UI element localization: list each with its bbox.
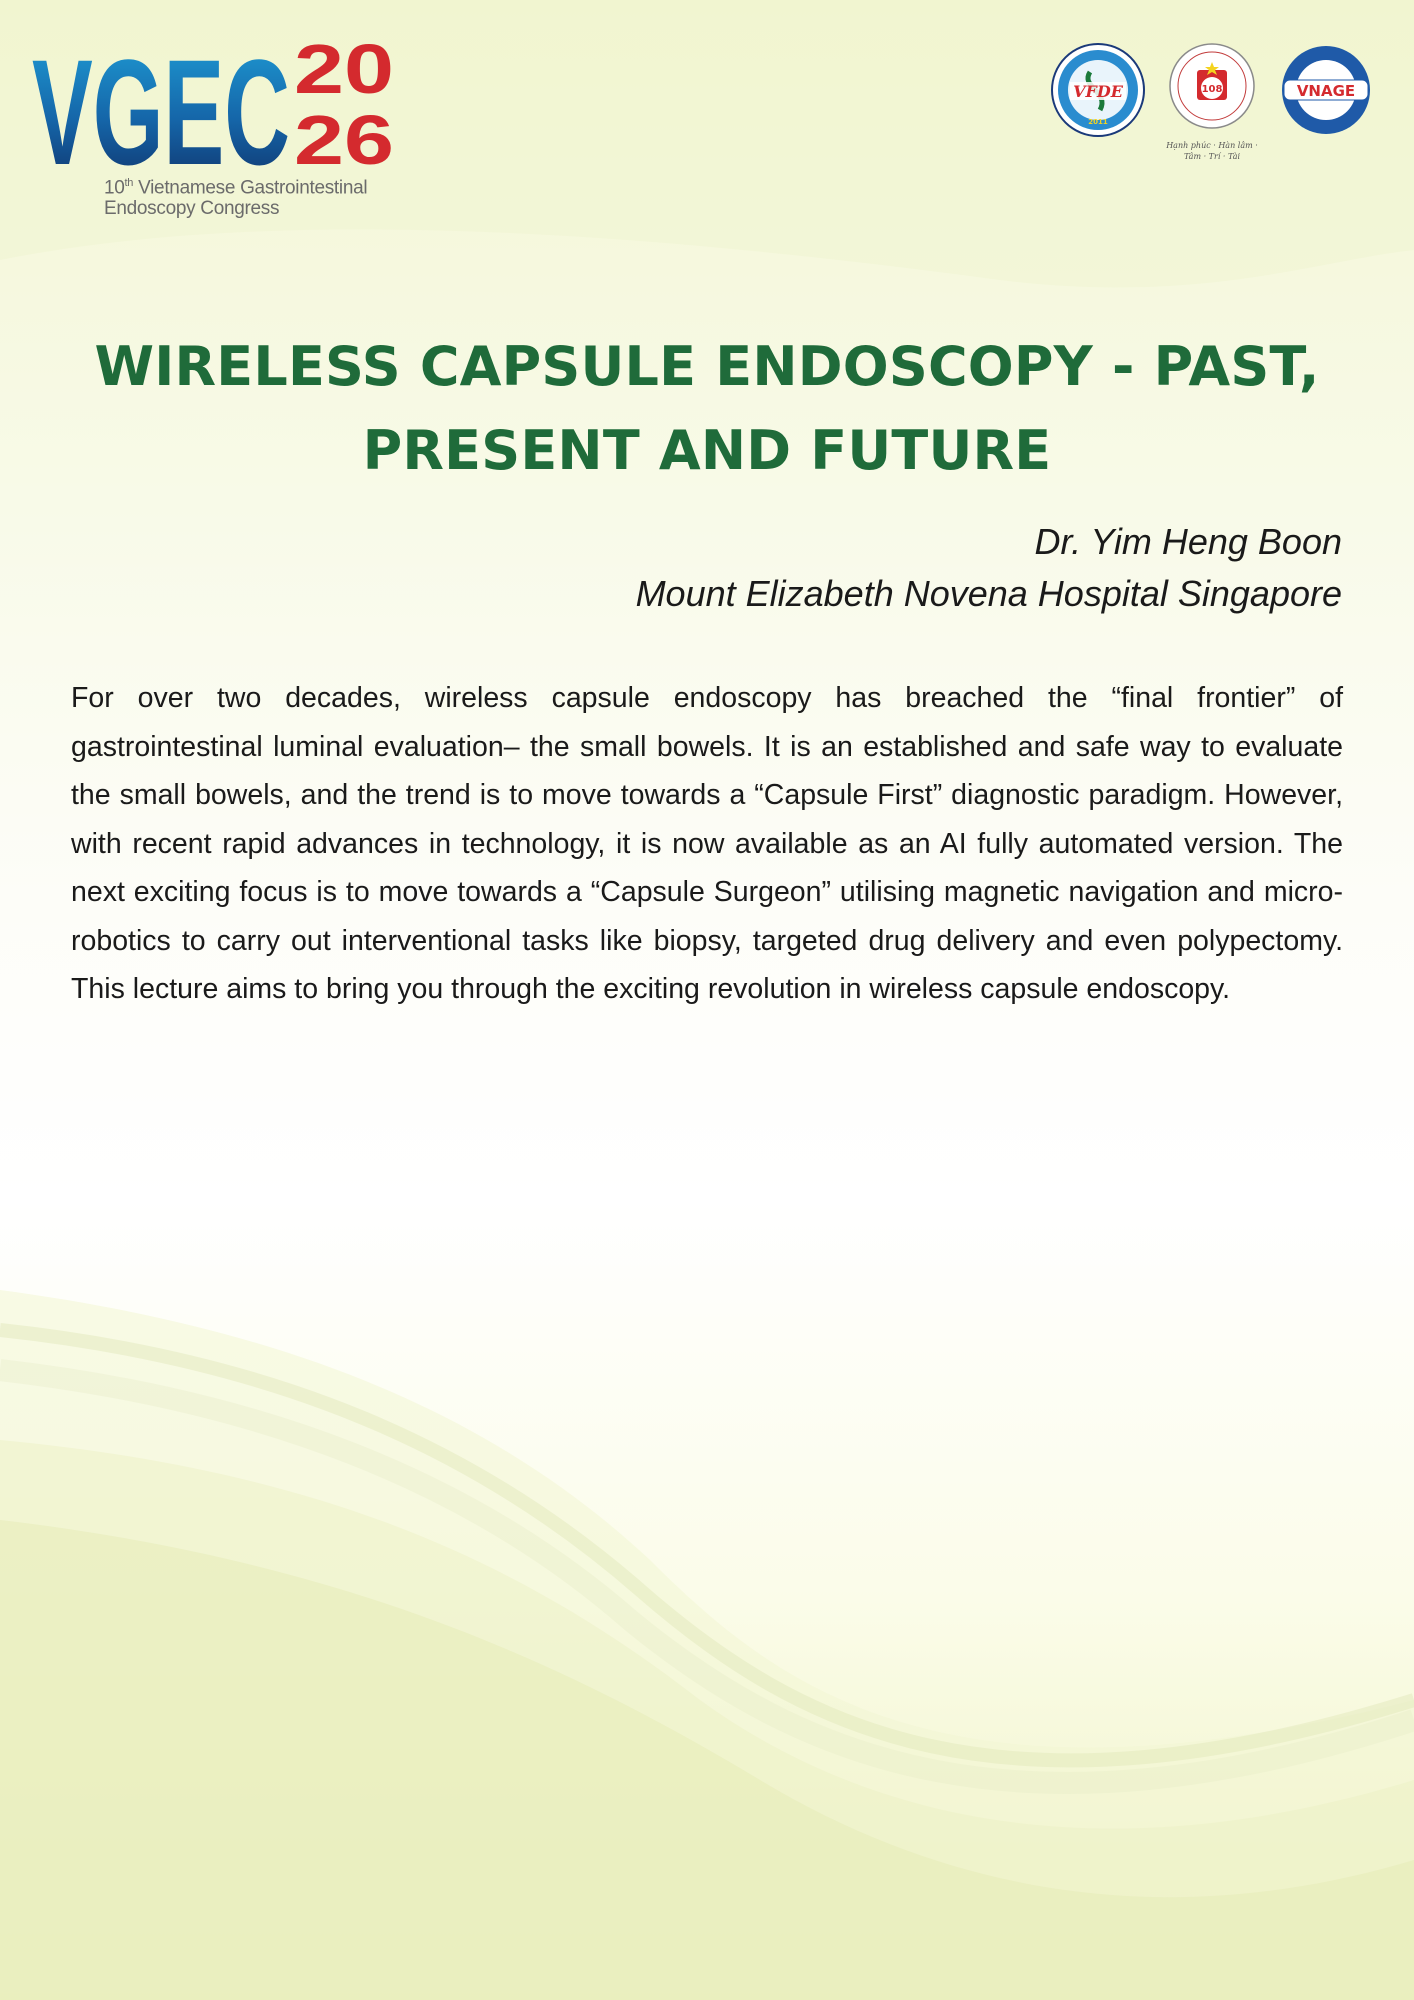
speaker-name: Dr. Yim Heng Boon bbox=[1034, 521, 1342, 562]
logo-subtitle-line2: Endoscopy Congress bbox=[104, 198, 280, 220]
vfde-seal-year: 2011 bbox=[1088, 118, 1108, 126]
partner-seals bbox=[1050, 42, 1374, 161]
military-hospital-108-seal-icon bbox=[1164, 42, 1260, 161]
vnage-seal-icon bbox=[1278, 42, 1374, 138]
vnage-seal-label: VNAGE bbox=[1296, 82, 1356, 100]
speaker-affiliation: Mount Elizabeth Novena Hospital Singapore bbox=[635, 573, 1342, 614]
page-title: WIRELESS CAPSULE ENDOSCOPY - PAST, PRESENT AND FUTURE bbox=[94, 335, 1320, 482]
abstract-paragraph: For over two decades, wireless capsule endoscopy has breached the “final frontier” of gastrointestinal luminal evaluation– the small bowels. It is an established and safe way to evaluate the small bowels, and the trend is to move towards a “Capsule First” diagnostic paradigm. However, with recent rapid advances in technology, it is now available as an AI fully automated version. The next exciting focus is to move towards a “Capsule Surgeon” utilising magnetic navigation and micro-robotics to carry out interventional tasks like biopsy, targeted drug delivery and even polypectomy. This lecture aims to bring you through the exciting revolution in wireless capsule endoscopy. bbox=[71, 682, 1343, 1005]
logo-wordmark: VGEC bbox=[32, 28, 290, 178]
vfde-seal-icon bbox=[1050, 42, 1146, 138]
logo-edition-suffix: th bbox=[124, 177, 134, 189]
logo-subtitle bbox=[104, 173, 367, 219]
vfde-seal-label: VFDE bbox=[1073, 82, 1123, 101]
logo-subtitle-line1: Vietnamese Gastrointestinal bbox=[133, 177, 368, 199]
logo-year-top: 20 bbox=[294, 30, 394, 108]
logo-edition-number: 10 bbox=[104, 177, 125, 199]
hospital-seal-motto: Hạnh phúc · Hàn lâm · Tâm · Trí · Tài bbox=[1166, 141, 1258, 161]
congress-logo bbox=[32, 28, 412, 218]
logo-year-bottom: 26 bbox=[294, 101, 394, 178]
speaker-block bbox=[636, 516, 1342, 620]
hospital-seal-label: 108 bbox=[1201, 84, 1223, 95]
